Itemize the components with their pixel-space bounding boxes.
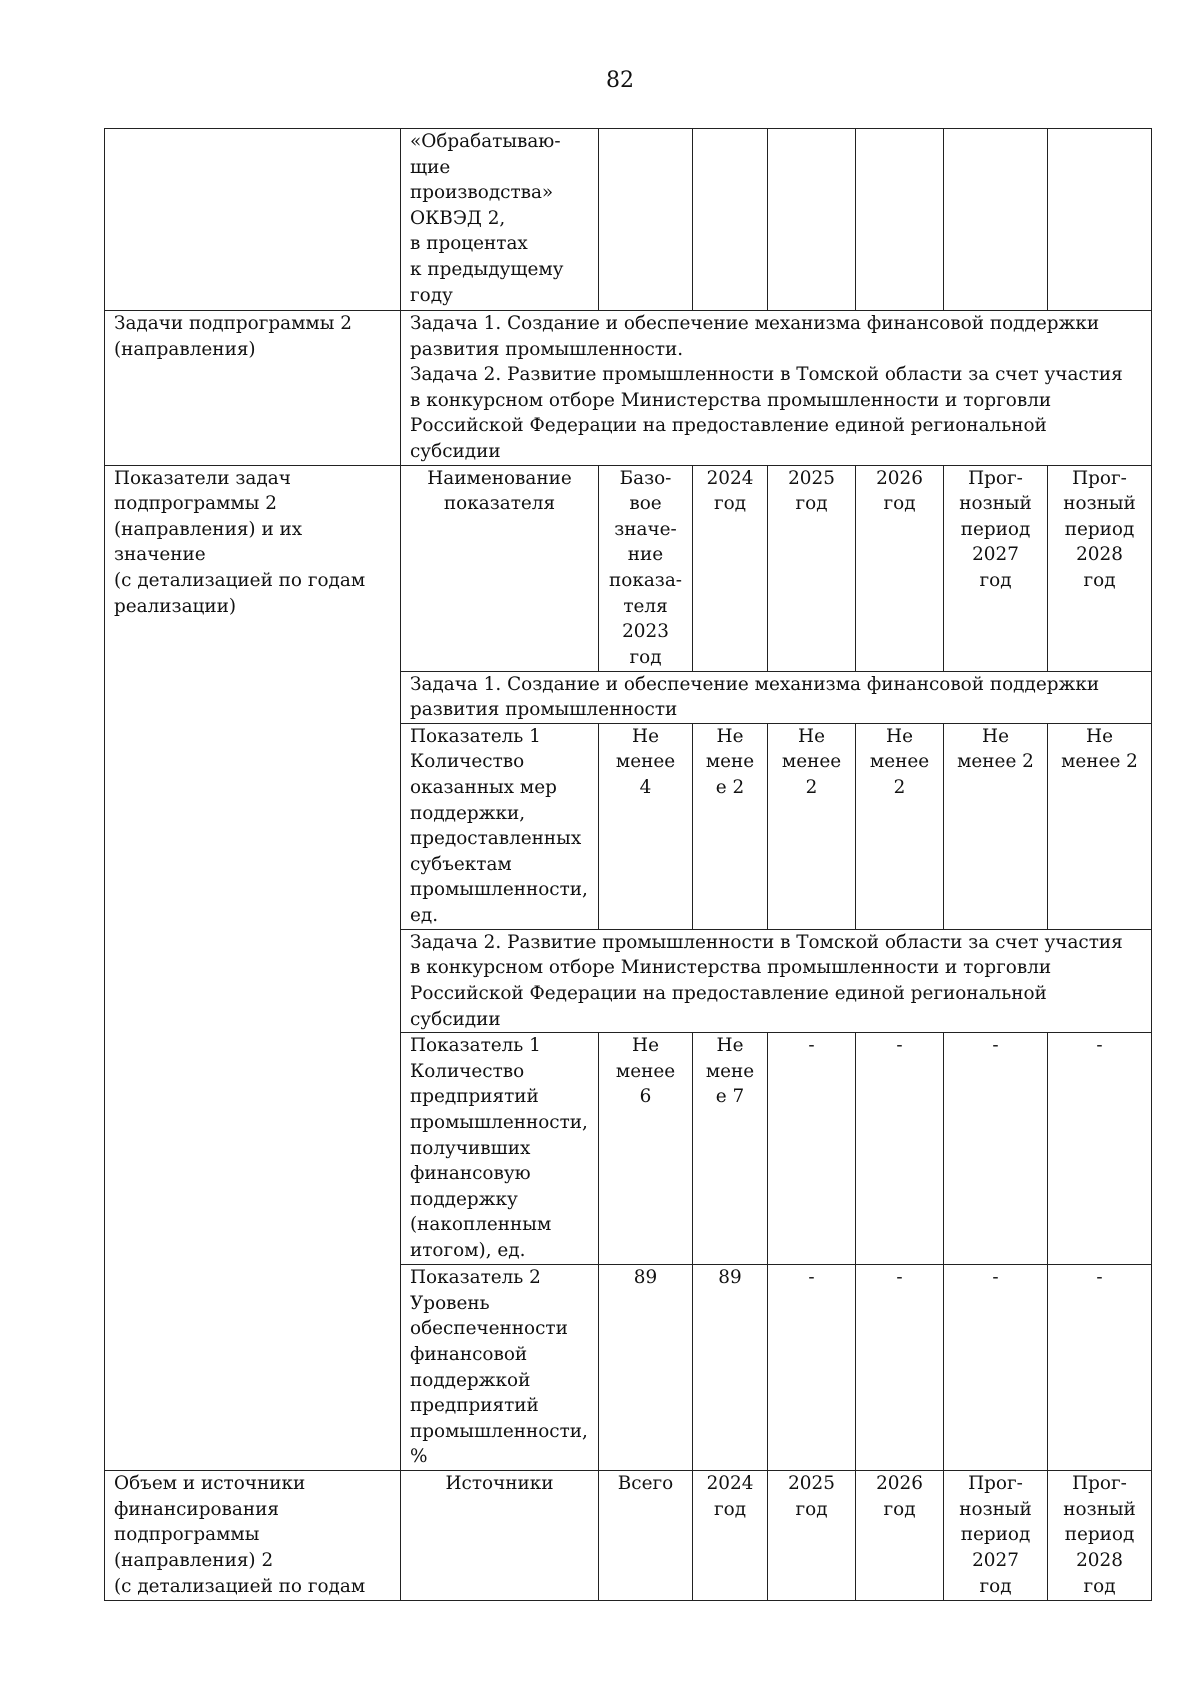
task2-indicator1-2026: - [856,1033,944,1265]
task1-indicator1-name: Показатель 1 Количество оказанных мер поддержки, предоставленных субъектам промышленности, ед. [401,723,599,929]
okved-indicator-name: «Обрабатываю- щие производства» ОКВЭД 2, в процентах к предыдущему году [401,129,599,311]
tasks-label: Задачи подпрограммы 2 (направления) [105,311,401,466]
funding-label: Объем и источники финансирования подпрограммы (направления) 2 (с детализацией по годам [105,1471,401,1601]
task2-indicator1-base: Не менее 6 [599,1033,693,1265]
indicators-header-row [105,465,1152,671]
tasks-text: Задача 1. Создание и обеспечение механизма финансовой поддержки развития промышленности. Задача 2. Развитие промышленности в Томской области за счет участия в конкурсном отборе Министерства промышленности и торговли Российской Федерации на предоставление единой региональной субсидии [401,311,1152,466]
header-2024: 2024 год [693,465,768,671]
funding-header-2026: 2026 год [856,1471,944,1601]
task2-indicator1-2024: Не мене е 7 [693,1033,768,1265]
header-2028: Прог- нозный период 2028 год [1048,465,1152,671]
task1-indicator1-2024: Не мене е 2 [693,723,768,929]
task1-indicator1-base: Не менее 4 [599,723,693,929]
task2-indicator2-2028: - [1048,1265,1152,1471]
funding-header-2024: 2024 год [693,1471,768,1601]
task2-indicator2-2024: 89 [693,1265,768,1471]
funding-header-row [105,1471,1152,1601]
task1-indicator1-2026: Не менее 2 [856,723,944,929]
okved-empty-cell [693,129,768,311]
okved-empty-cell [944,129,1048,311]
okved-empty-cell [768,129,856,311]
task2-indicator2-2026: - [856,1265,944,1471]
task2-indicator1-2027: - [944,1033,1048,1265]
task2-indicator2-2027: - [944,1265,1048,1471]
task1-indicator1-2027: Не менее 2 [944,723,1048,929]
task2-indicator2-base: 89 [599,1265,693,1471]
header-indicator-name: Наименование показателя [401,465,599,671]
task2-indicator2-2025: - [768,1265,856,1471]
task2-indicator1-name: Показатель 1 Количество предприятий промышленности, получивших финансовую поддержку (накопленным итогом), ед. [401,1033,599,1265]
tasks-row [105,311,1152,466]
header-base-value: Базо- вое значе- ние показа- теля 2023 год [599,465,693,671]
task2-indicator1-2025: - [768,1033,856,1265]
okved-empty-cell [599,129,693,311]
funding-header-sources: Источники [401,1471,599,1601]
task2-indicator1-2028: - [1048,1033,1152,1265]
indicators-label: Показатели задач подпрограммы 2 (направления) и их значение (с детализацией по годам реализации) [105,465,401,1471]
task1-indicator1-2028: Не менее 2 [1048,723,1152,929]
funding-header-2025: 2025 год [768,1471,856,1601]
task2-indicator2-name: Показатель 2 Уровень обеспеченности финансовой поддержкой предприятий промышленности, % [401,1265,599,1471]
okved-label-cell [105,129,401,311]
passport-table [104,128,1152,1601]
task1-indicator1-2025: Не менее 2 [768,723,856,929]
header-2026: 2026 год [856,465,944,671]
funding-header-2028: Прог- нозный период 2028 год [1048,1471,1152,1601]
okved-empty-cell [856,129,944,311]
okved-empty-cell [1048,129,1152,311]
header-2025: 2025 год [768,465,856,671]
task1-title: Задача 1. Создание и обеспечение механизма финансовой поддержки развития промышленности [401,671,1152,723]
okved-row [105,129,1152,311]
funding-header-total: Всего [599,1471,693,1601]
header-2027: Прог- нозный период 2027 год [944,465,1048,671]
funding-header-2027: Прог- нозный период 2027 год [944,1471,1048,1601]
task2-title: Задача 2. Развитие промышленности в Томской области за счет участия в конкурсном отборе Министерства промышленности и торговли Российской Федерации на предоставление единой региональной субсидии [401,929,1152,1032]
page-number: 82 [606,68,634,93]
